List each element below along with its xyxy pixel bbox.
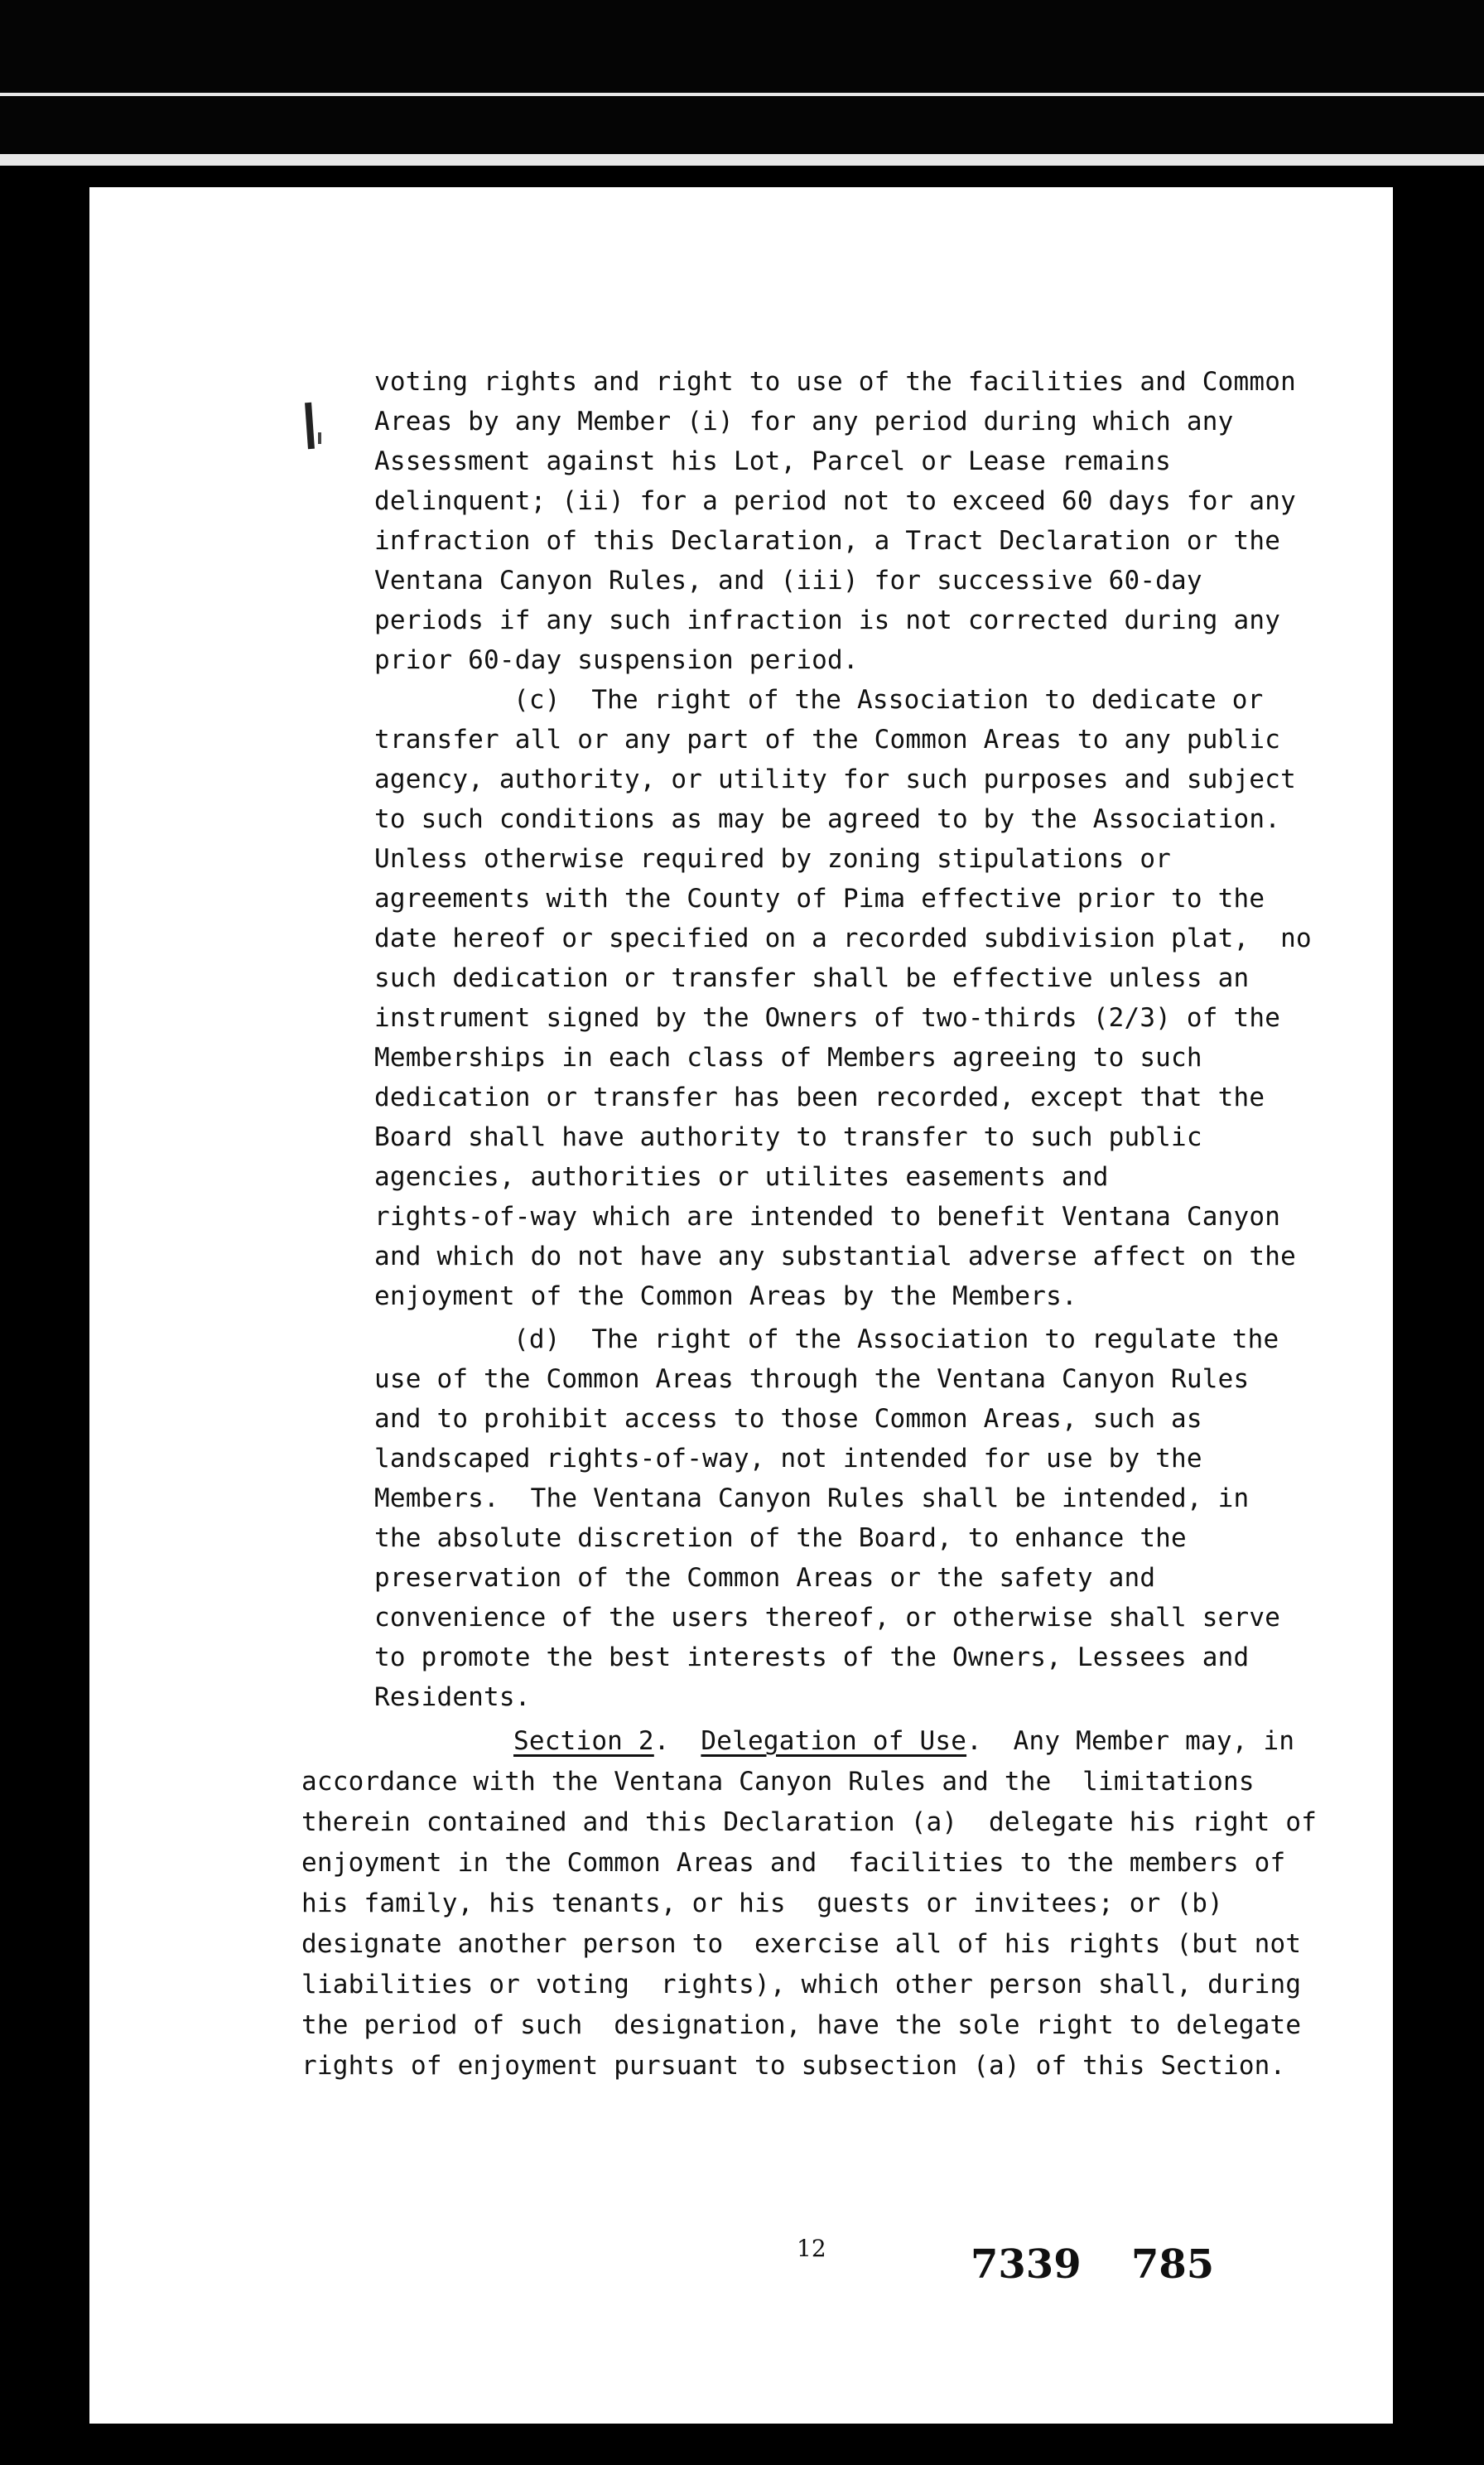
recording-stamp-book: 7339 [971,2241,1082,2288]
text-line: preservation of the Common Areas or the safety and [374,1563,1156,1593]
text-line: and to prohibit access to those Common Areas, such as [374,1404,1202,1434]
text-line: such dedication or transfer shall be effective unless an [374,963,1250,993]
text-line: rights-of-way which are intended to benefit Ventana Canyon [374,1202,1281,1232]
text-line: instrument signed by the Owners of two-thirds (2/3) of the [374,1003,1281,1033]
text-line: agreements with the County of Pima effective prior to the [374,884,1265,914]
text-line: agency, authority, or utility for such purposes and subject [374,765,1296,794]
text-line: Memberships in each class of Members agreeing to such [374,1043,1202,1073]
section-2-label: Section 2 [513,1726,654,1756]
text-line: infraction of this Declaration, a Tract Declaration or the [374,526,1281,556]
text-line: delinquent; (ii) for a period not to exceed 60 days for any [374,486,1296,516]
text-line: Areas by any Member (i) for any period during which any [374,407,1234,437]
text-line: the absolute discretion of the Board, to enhance the [374,1523,1187,1553]
text-line: liabilities or voting rights), which other person shall, during [301,1970,1302,1999]
text-line: rights of enjoyment pursuant to subsection (a) of this Section. [301,2051,1286,2081]
section-2-heading [513,1725,1294,1758]
recording-stamp-page: 785 [1131,2241,1215,2288]
text-line: use of the Common Areas through the Ventana Canyon Rules [374,1364,1250,1394]
text-line: his family, his tenants, or his guests or invitees; or (b) [301,1889,1223,1918]
text-line: date hereof or specified on a recorded subdivision plat, no [374,924,1312,953]
text-line: Ventana Canyon Rules, and (iii) for successive 60-day [374,566,1202,596]
scan-stripe [0,93,1484,96]
page-number: 12 [797,2235,826,2262]
section-2-lead-text: . Any Member may, in [966,1726,1295,1756]
text-line: to such conditions as may be agreed to by the Association. [374,804,1281,834]
text-line: agencies, authorities or utilites easements and [374,1162,1109,1192]
text-line: designate another person to exercise all of his rights (but not [301,1929,1302,1959]
subsection-c-start: (c) The right of the Association to dedicate or [513,685,1264,715]
text-line: to promote the best interests of the Owners, Lessees and [374,1643,1250,1672]
text-line: convenience of the users thereof, or otherwise shall serve [374,1603,1281,1633]
text-line: accordance with the Ventana Canyon Rules and the limitations [301,1767,1255,1797]
text-line: Assessment against his Lot, Parcel or Lease remains [374,446,1172,476]
section-2-title: Delegation of Use [701,1726,967,1756]
text-line: prior 60-day suspension period. [374,645,859,675]
scan-top-border [0,0,1484,157]
text-line: enjoyment of the Common Areas by the Members. [374,1281,1077,1311]
text-line: and which do not have any substantial adverse affect on the [374,1242,1296,1271]
text-line: enjoyment in the Common Areas and facilities to the members of [301,1848,1286,1878]
text-line: dedication or transfer has been recorded, except that the [374,1083,1265,1112]
text-line: voting rights and right to use of the facilities and Common [374,367,1296,397]
scan-stripe [0,154,1484,166]
text-line: therein contained and this Declaration (a) delegate his right of [301,1807,1318,1837]
heading-period: . [653,1726,670,1756]
text-line: Unless otherwise required by zoning stipulations or [374,844,1172,874]
text-line: transfer all or any part of the Common Areas to any public [374,725,1281,755]
text-line: Residents. [374,1682,531,1712]
text-line: the period of such designation, have the sole right to delegate [301,2010,1302,2040]
text-line: landscaped rights-of-way, not intended for use by the [374,1444,1202,1474]
text-line: periods if any such infraction is not corrected during any [374,605,1281,635]
text-line: Board shall have authority to transfer to such public [374,1122,1202,1152]
subsection-d-start: (d) The right of the Association to regulate the [513,1324,1279,1354]
margin-pen-mark [318,432,321,444]
text-line: Members. The Ventana Canyon Rules shall be intended, in [374,1483,1250,1513]
